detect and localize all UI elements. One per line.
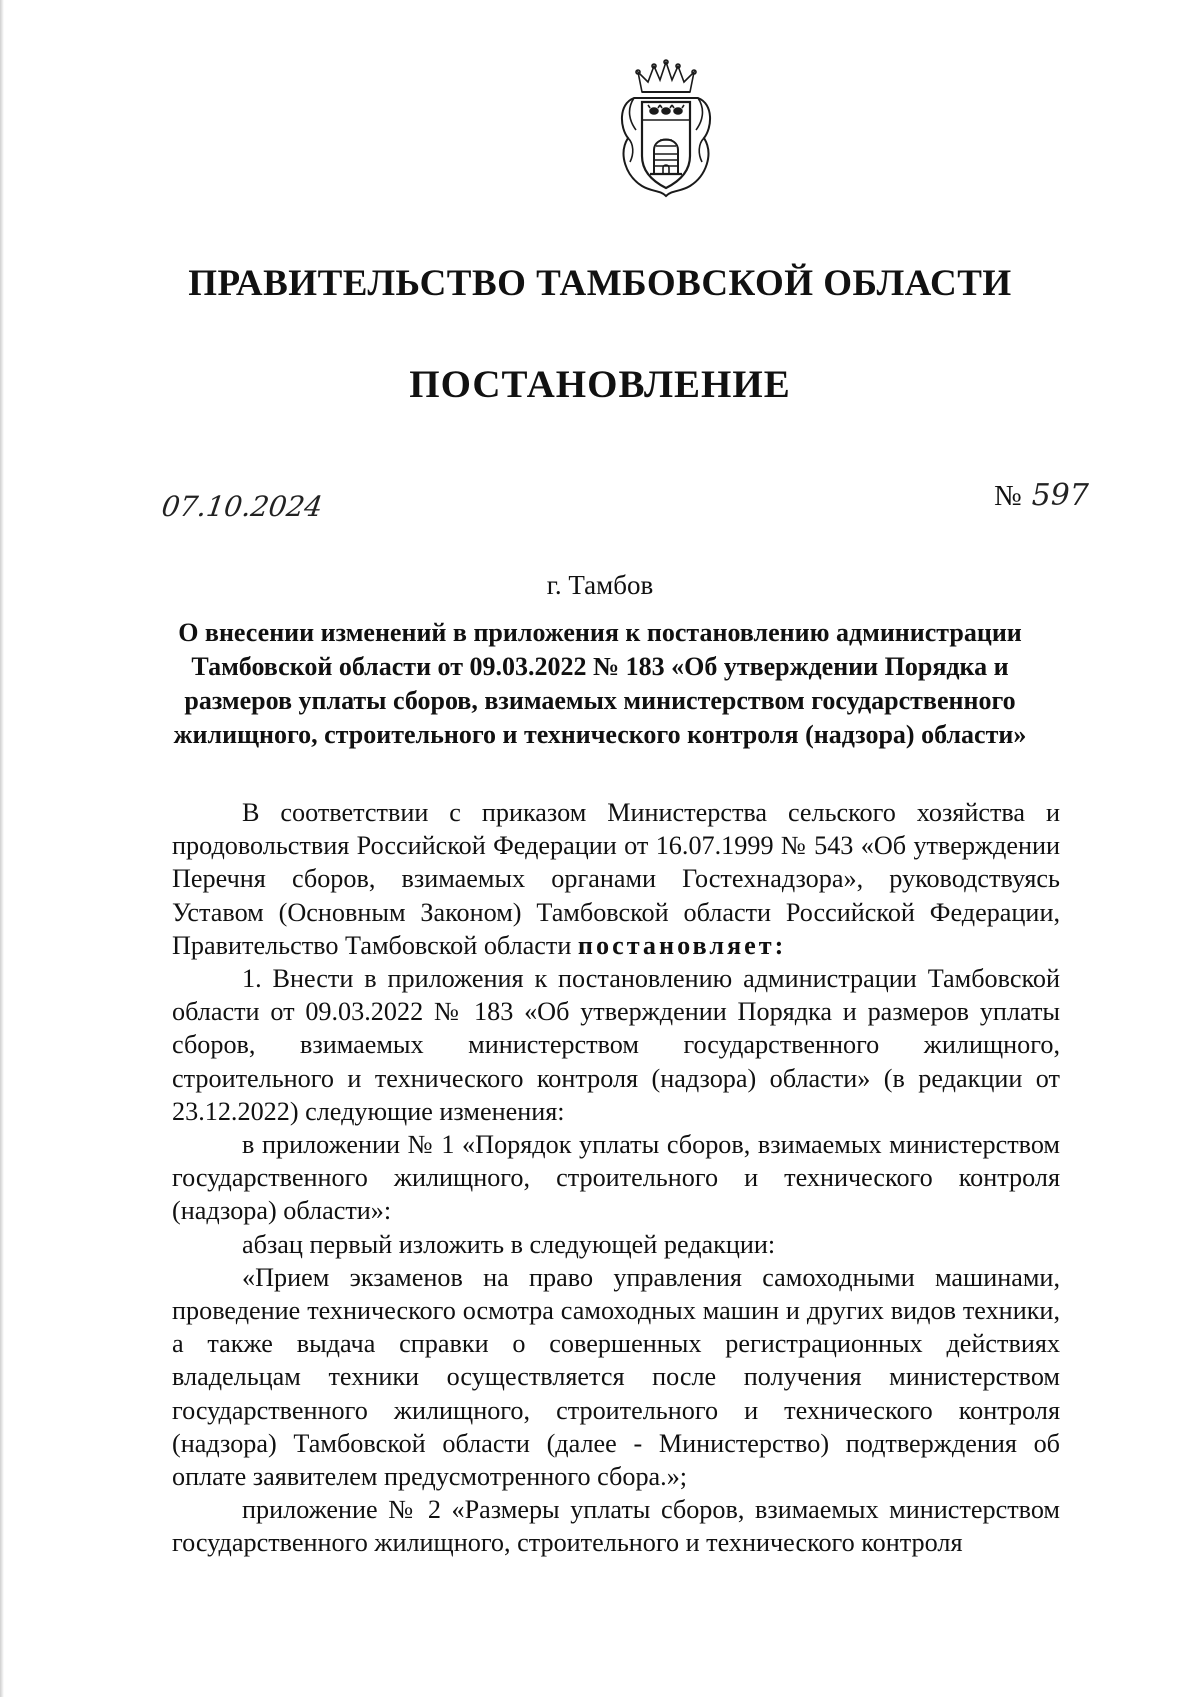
- document-number: [994, 478, 1089, 513]
- body-paragraph: «Прием экзаменов на право управления самоходными машинами, проведение технического осмотра самоходных машин и других видов техники, а также выдача справки о совершенных регистрационных действиях владельцам техники осуществляется после получения министерством государственного жилищного, строительного и технического контроля (надзора) Тамбовской области (далее - Министерство) подтверждения об оплате заявителем предусмотренного сбора.»;: [172, 1262, 1060, 1492]
- body-paragraph: абзац первый изложить в следующей редакции:: [242, 1229, 776, 1259]
- scan-edge: [0, 0, 4, 1697]
- number-prefix: №: [994, 480, 1022, 512]
- body-paragraph: приложение № 2 «Размеры уплаты сборов, взимаемых министерством государственного жилищного, строительного и технического контроля: [172, 1495, 1060, 1558]
- document-date: 07.10.2024: [159, 490, 325, 523]
- preamble-paragraph: [172, 796, 1060, 962]
- city-line: г. Тамбов: [546, 570, 654, 600]
- government-title: ПРАВИТЕЛЬСТВО ТАМБОВСКОЙ ОБЛАСТИ: [188, 263, 1012, 304]
- body-paragraph: 1. Внести в приложения к постановлению администрации Тамбовской области от 09.03.2022 № 183 «Об утверждении Порядка и размеров уплаты сборов, взимаемых министерством государственного жилищного, строительного и технического контроля (надзора) области» (в редакции от 23.12.2022) следующие изменения:: [172, 964, 1060, 1126]
- number-value: 597: [1031, 478, 1089, 513]
- document-type-title: ПОСТАНОВЛЕНИЕ: [409, 363, 791, 406]
- tambov-coat-of-arms-icon: [612, 58, 720, 198]
- body-paragraph: в приложении № 1 «Порядок уплаты сборов, взимаемых министерством государственного жилищного, строительного и технического контроля (надзора) области»:: [172, 1130, 1060, 1226]
- document-subject: О внесении изменений в приложения к постановлению администрации Тамбовской области от 09.03.2022 № 183 «Об утверждении Порядка и размеров уплаты сборов, взимаемых министерством государственного жилищного, строительного и технического контроля (надзора) области»: [173, 618, 1027, 749]
- preamble-text: В соответствии с приказом Министерства сельского хозяйства и продовольствия Российской Федерации от 16.07.1999 № 543 «Об утверждении Перечня сборов, взимаемых органами Гостехнадзора», руководствуясь Уставом (Основным Законом) Тамбовской области Российской Федерации, Правительство Тамбовской области: [172, 798, 1060, 960]
- document-body: [172, 796, 1060, 1560]
- decree-word: постановляет:: [577, 930, 787, 960]
